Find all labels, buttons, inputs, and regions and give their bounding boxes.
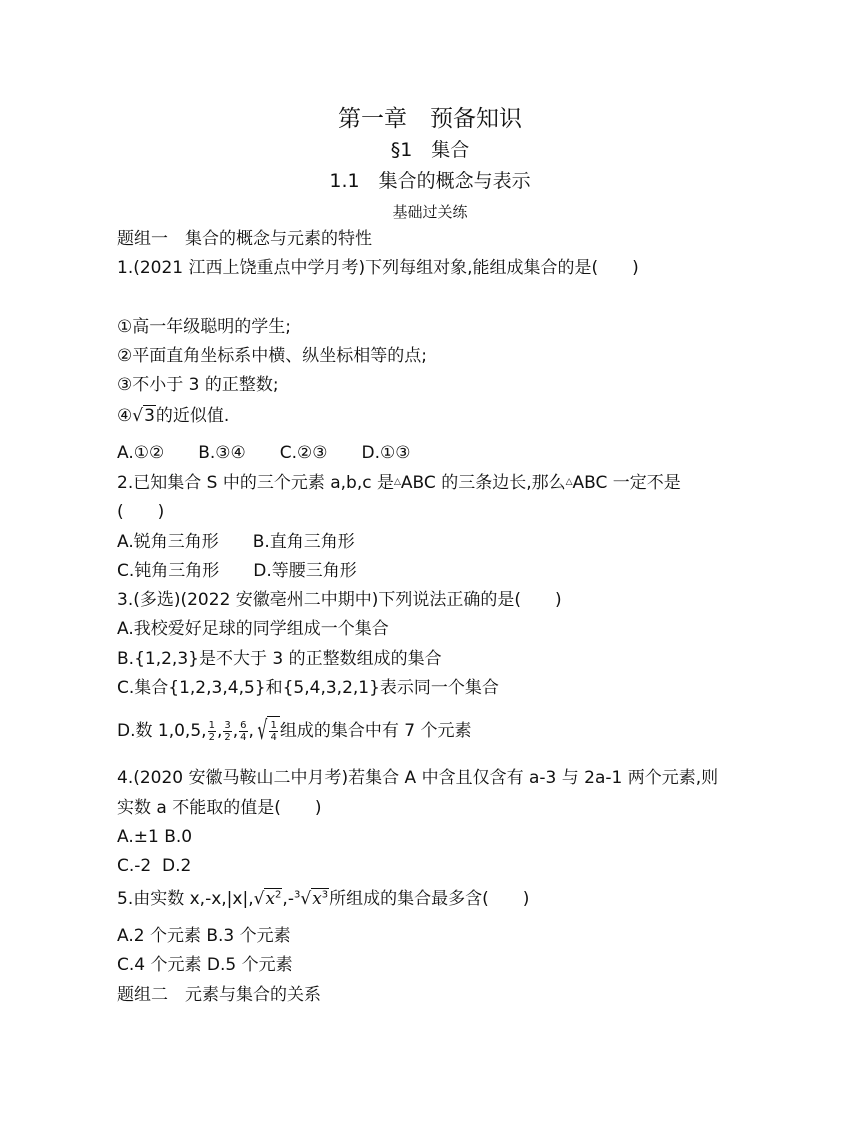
sqrt-fraction-expression bbox=[254, 716, 280, 746]
q2-stem-part-b: ABC 的三条边长,那么 bbox=[400, 473, 566, 493]
fraction-numerator: 3 bbox=[224, 719, 231, 731]
q2-stem-part-c: ABC 一定不是 bbox=[572, 473, 681, 493]
comma: , bbox=[232, 721, 239, 741]
fraction bbox=[223, 720, 231, 743]
radicand bbox=[264, 888, 282, 909]
radical-sign: √ bbox=[300, 889, 312, 909]
q2-options-row1: A.锐角三角形 B.直角三角形 bbox=[117, 532, 355, 552]
q1-item3: ③不小于 3 的正整数; bbox=[117, 375, 279, 395]
fraction-numerator: 1 bbox=[208, 719, 215, 731]
drill-title: 基础过关练 bbox=[392, 203, 468, 221]
q1-stem: 1.(2021 江西上饶重点中学月考)下列每组对象,能组成集合的是( ) bbox=[117, 258, 639, 278]
triangle-symbol: △ bbox=[565, 477, 573, 487]
q5-options-row2: C.4 个元素 D.5 个元素 bbox=[117, 955, 293, 975]
radicand: 3 bbox=[144, 406, 155, 426]
group2-title: 题组二 元素与集合的关系 bbox=[117, 985, 321, 1005]
q3-option-d bbox=[117, 713, 471, 749]
radical-sign: √ bbox=[257, 716, 268, 746]
q5-options-row1: A.2 个元素 B.3 个元素 bbox=[117, 926, 291, 946]
fraction-denominator: 4 bbox=[270, 732, 277, 743]
exponent: 2 bbox=[275, 889, 282, 901]
fraction-numerator: 6 bbox=[240, 719, 247, 731]
triangle-symbol: △ bbox=[394, 477, 401, 487]
q2-stem bbox=[117, 471, 681, 494]
q5-stem-suffix: 所组成的集合最多含( ) bbox=[329, 889, 530, 909]
q4-options-row2: C.-2 D.2 bbox=[117, 856, 192, 876]
sqrt-3-expression bbox=[132, 405, 156, 427]
q3-option-a: A.我校爱好足球的同学组成一个集合 bbox=[117, 619, 389, 639]
radical-sign: √ bbox=[132, 406, 144, 426]
q2-stem-part-a: 2.已知集合 S 中的三个元素 a,b,c 是 bbox=[117, 473, 394, 493]
radical-sign: √ bbox=[253, 889, 265, 909]
comma: , bbox=[248, 721, 254, 741]
q5-stem-prefix: 5.由实数 x,-x,|x|, bbox=[117, 889, 254, 909]
sqrt-x-squared-expression bbox=[254, 888, 283, 910]
q3-option-d-suffix: 组成的集合中有 7 个元素 bbox=[279, 721, 472, 741]
q5-stem bbox=[117, 888, 529, 910]
fraction-denominator: 2 bbox=[224, 731, 231, 743]
q3-stem: 3.(多选)(2022 安徽亳州二中期中)下列说法正确的是( ) bbox=[117, 590, 562, 610]
cube-root-expression bbox=[294, 888, 329, 910]
q1-item2: ②平面直角坐标系中横、纵坐标相等的点; bbox=[117, 346, 427, 366]
fraction bbox=[269, 720, 277, 743]
q4-stem-line2: 实数 a 不能取的值是( ) bbox=[117, 798, 322, 818]
subsection-title: 1.1 集合的概念与表示 bbox=[329, 170, 531, 192]
fraction bbox=[208, 720, 216, 743]
exponent: 3 bbox=[321, 889, 329, 901]
variable-x: x bbox=[312, 889, 322, 909]
variable-x: x bbox=[265, 889, 276, 909]
q2-answer-paren: ( ) bbox=[117, 502, 165, 522]
group1-title: 题组一 集合的概念与元素的特性 bbox=[117, 229, 372, 249]
root-index: 3 bbox=[293, 889, 301, 901]
fraction-denominator: 2 bbox=[208, 731, 215, 743]
q1-item1: ①高一年级聪明的学生; bbox=[117, 317, 291, 337]
q2-options-row2: C.钝角三角形 D.等腰三角形 bbox=[117, 561, 357, 581]
chapter-title: 第一章 预备知识 bbox=[338, 106, 522, 132]
q4-stem-line1: 4.(2020 安徽马鞍山二中月考)若集合 A 中含且仅含有 a-3 与 2a-1 两个元素,则 bbox=[117, 768, 719, 788]
fraction bbox=[239, 720, 247, 743]
section-title: §1 集合 bbox=[390, 139, 470, 161]
q1-item4-suffix: 的近似值. bbox=[155, 406, 230, 426]
radicand bbox=[311, 888, 329, 909]
comma: , bbox=[216, 721, 223, 741]
radicand bbox=[267, 716, 279, 746]
q3-option-c: C.集合{1,2,3,4,5}和{5,4,3,2,1}表示同一个集合 bbox=[117, 678, 499, 698]
q1-item4 bbox=[117, 405, 229, 427]
q3-option-d-prefix: D.数 1,0,5, bbox=[117, 721, 207, 741]
separator-neg: ,- bbox=[282, 889, 294, 909]
fraction-numerator: 1 bbox=[270, 720, 277, 731]
q3-option-b: B.{1,2,3}是不大于 3 的正整数组成的集合 bbox=[117, 649, 442, 669]
q4-options-row1: A.±1 B.0 bbox=[117, 827, 193, 847]
q1-item4-prefix: ④ bbox=[117, 406, 133, 426]
fraction-denominator: 4 bbox=[240, 731, 247, 743]
q1-options: A.①② B.③④ C.②③ D.①③ bbox=[117, 443, 411, 463]
